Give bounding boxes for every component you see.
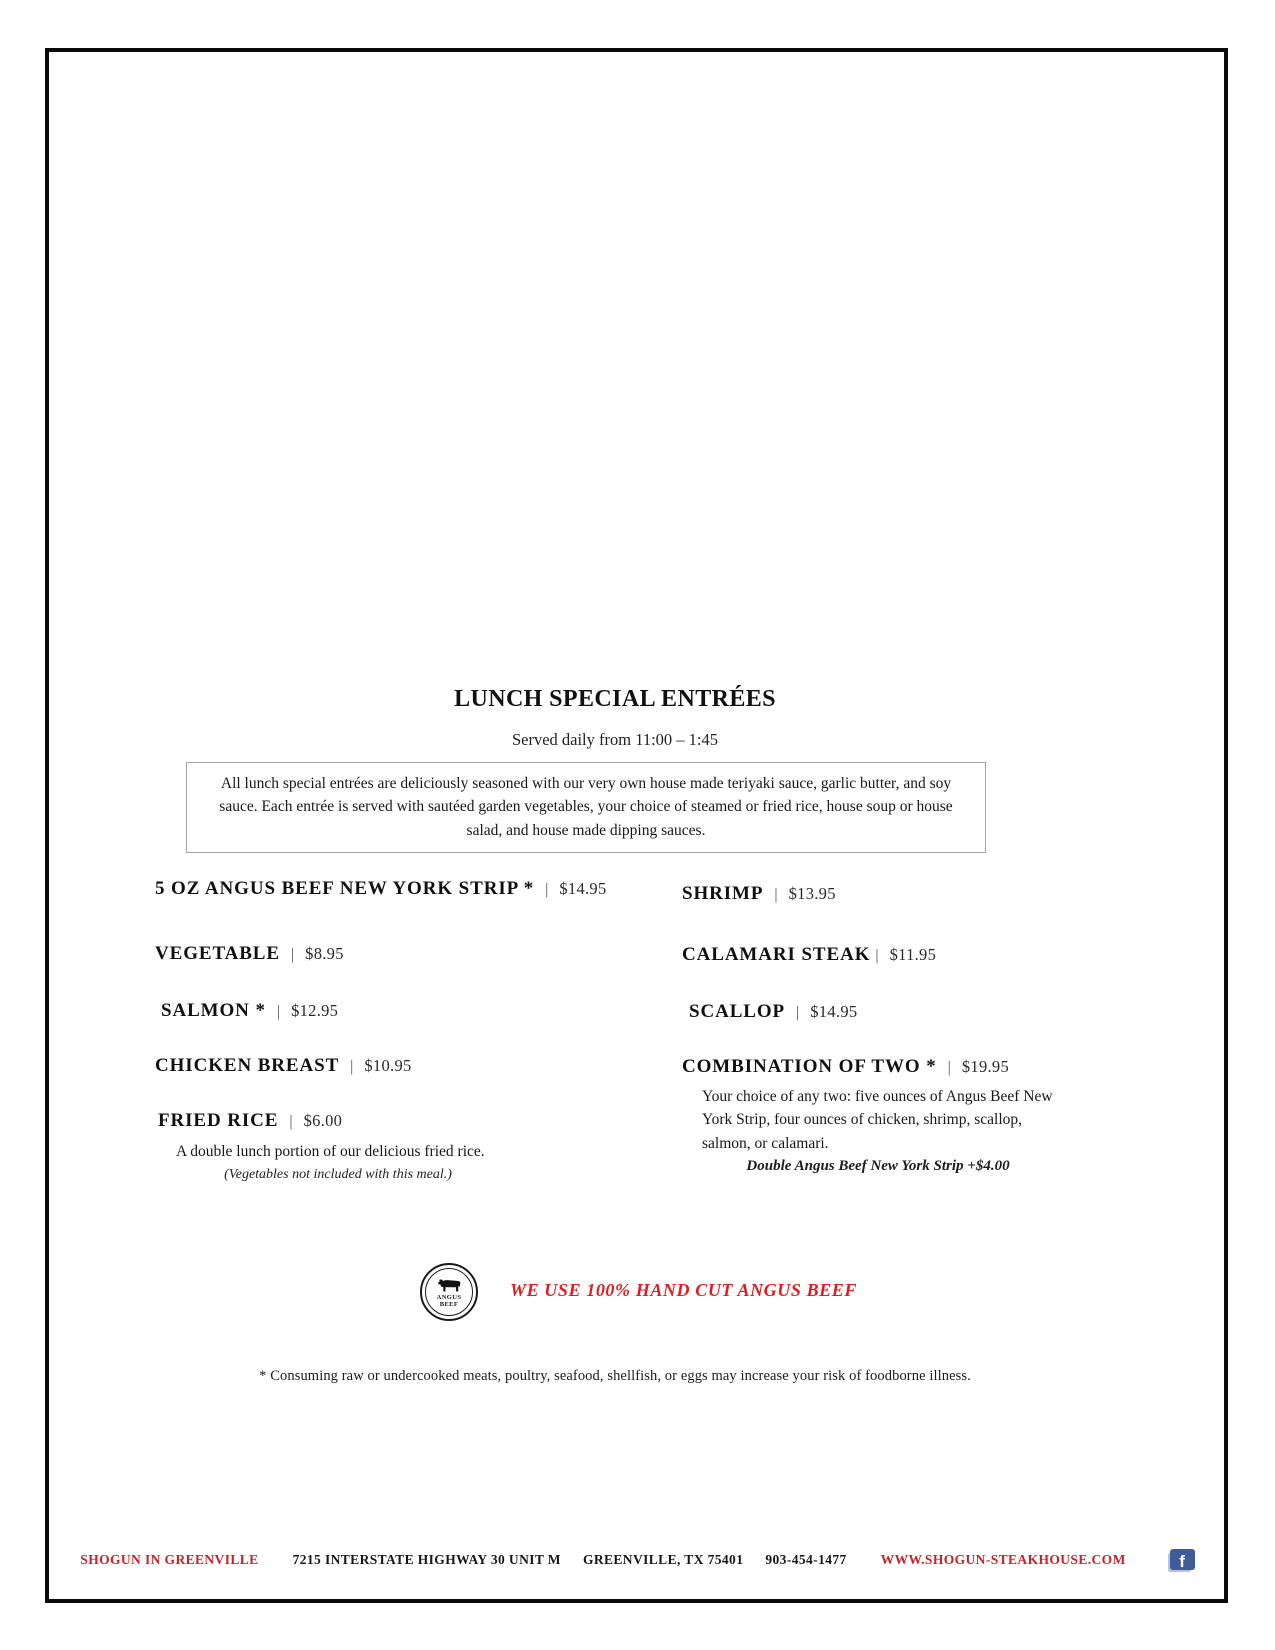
footer-brand: SHOGUN IN GREENVILLE xyxy=(80,1551,259,1567)
menu-item-name: SALMON * xyxy=(161,1000,266,1021)
footer-website-link[interactable]: WWW.SHOGUN-STEAKHOUSE.COM xyxy=(880,1551,1126,1567)
price-separator: | xyxy=(947,1059,951,1076)
menu-item-price: $19.95 xyxy=(961,1057,1010,1076)
menu-item-note: Double Angus Beef New York Strip +$4.00 xyxy=(746,1157,1010,1174)
price-separator: | xyxy=(774,886,778,903)
menu-item-name: SHRIMP xyxy=(682,883,764,904)
angus-logo-text-line2: BEEF xyxy=(439,1300,459,1308)
menu-item-fried-rice xyxy=(158,1110,588,1183)
served-hours: Served daily from 11:00 – 1:45 xyxy=(511,730,719,749)
price-separator: | xyxy=(276,1003,281,1020)
footer-phone: 903-454-1477 xyxy=(765,1551,847,1567)
footer-address: 7215 INTERSTATE HIGHWAY 30 UNIT M xyxy=(292,1551,561,1567)
menu-item-ny-strip xyxy=(155,878,607,900)
facebook-icon[interactable] xyxy=(1170,1549,1195,1570)
price-separator: | xyxy=(545,881,549,898)
menu-item-price: $14.95 xyxy=(559,879,607,898)
angus-beef-badge-inner xyxy=(425,1268,473,1316)
menu-item-description: A double lunch portion of our delicious fried rice. xyxy=(176,1143,485,1160)
footer xyxy=(0,1549,1275,1570)
menu-item-price: $13.95 xyxy=(788,884,836,903)
page-title: LUNCH SPECIAL ENTRÉES xyxy=(454,686,776,712)
menu-item-name: CALAMARI STEAK xyxy=(682,944,871,965)
menu-item-note: (Vegetables not included with this meal.) xyxy=(224,1167,452,1183)
menu-item-price: $10.95 xyxy=(364,1056,412,1075)
angus-beef-badge xyxy=(420,1263,478,1321)
menu-item-vegetable xyxy=(155,943,344,965)
cow-icon xyxy=(434,1278,464,1295)
menu-item-chicken-breast xyxy=(155,1055,412,1077)
footer-city: GREENVILLE, TX 75401 xyxy=(582,1551,744,1567)
consumption-disclaimer: * Consuming raw or undercooked meats, poultry, seafood, shellfish, or eggs may increase your risk of foodborne illness. xyxy=(259,1368,971,1384)
price-separator: | xyxy=(289,1113,293,1130)
menu-item-scallop xyxy=(689,1001,857,1023)
menu-item-name: CHICKEN BREAST xyxy=(155,1055,340,1076)
menu-item-price: $6.00 xyxy=(303,1111,343,1130)
menu-item-price: $12.95 xyxy=(291,1001,339,1020)
menu-item-description: Your choice of any two: five ounces of Angus Beef New York Strip, four ounces of chicken, shrimp, scallop, salmon, or calamari. xyxy=(702,1088,1053,1152)
angus-logo-text-line1: ANGUS xyxy=(436,1293,462,1301)
menu-item-salmon xyxy=(161,1000,338,1022)
menu-item-shrimp xyxy=(682,883,836,905)
price-separator: | xyxy=(796,1004,800,1021)
angus-banner-text: WE USE 100% HAND CUT ANGUS BEEF xyxy=(510,1280,857,1300)
menu-item-price: $14.95 xyxy=(810,1002,858,1021)
price-separator: | xyxy=(350,1058,354,1075)
menu-item-name: 5 OZ ANGUS BEEF NEW YORK STRIP * xyxy=(155,878,535,899)
menu-item-name: FRIED RICE xyxy=(158,1110,279,1131)
price-separator: | xyxy=(290,946,295,963)
menu-item-calamari-steak xyxy=(682,944,936,966)
menu-item-name: VEGETABLE xyxy=(155,943,280,964)
menu-description-box xyxy=(186,762,986,853)
menu-item-price: $11.95 xyxy=(889,945,937,964)
price-separator: | xyxy=(875,947,879,964)
menu-item-price: $8.95 xyxy=(305,944,344,963)
menu-item-combination xyxy=(682,1056,1074,1175)
facebook-f-glyph: f xyxy=(1179,1551,1186,1571)
menu-description-text: All lunch special entrées are deliciously seasoned with our very own house made teriyaki sauce, garlic butter, and soy sauce. Each entrée is served with sautéed garden vegetables, your choice of steamed or fried rice, house soup or house salad, and house made dipping sauces. xyxy=(219,775,953,839)
menu-item-name: SCALLOP xyxy=(689,1001,786,1022)
menu-item-name: COMBINATION OF TWO * xyxy=(682,1056,937,1077)
